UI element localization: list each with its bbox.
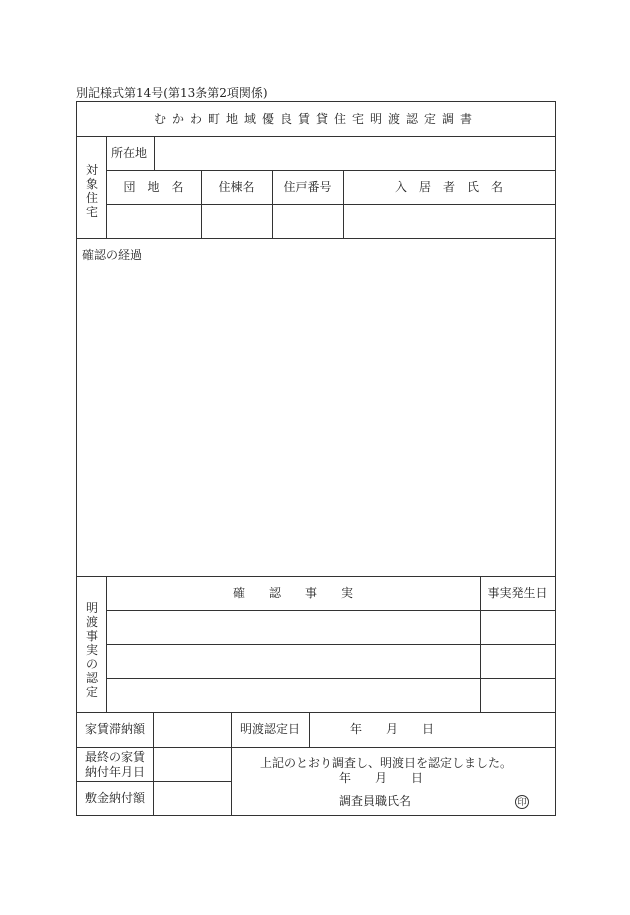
confirmation-process-label: 確認の経過 [82,248,143,262]
target-housing-label: 対象住宅 [85,163,98,219]
last-payment-label-line2: 納付年月日 [84,765,145,779]
recognition-date-field[interactable]: 年 月 日 [350,722,435,736]
recognition-section-divider [77,712,555,713]
complex-name-header: 団 地 名 [123,180,184,194]
housing-header-divider [106,204,555,205]
deposit-label: 敷金納付額 [84,791,145,805]
form-caption: 別記様式第14号(第13条第2項関係) [76,86,268,100]
recognition-date-label: 明渡認定日 [239,722,300,736]
rent-arrears-label: 家賃滞納額 [84,722,145,736]
process-section-divider [77,576,555,577]
certification-date[interactable]: 年 月 日 [339,771,424,785]
unit-number-header: 住戸番号 [283,180,332,194]
fact-header: 確 認 事 実 [232,586,353,600]
certification-statement: 上記のとおり調査し、明渡日を認定しました。 [260,756,513,770]
location-label-divider [154,136,155,170]
location-divider [106,170,555,171]
last-payment-row-divider [77,781,231,782]
bottom-label-divider [153,712,154,815]
title-divider [77,136,555,137]
building-name-header: 住棟名 [218,180,255,194]
recognition-date-label-divider [309,712,310,747]
arrears-row-divider [77,747,555,748]
location-label: 所在地 [111,146,148,160]
seal-icon: 印 [515,795,529,809]
fact-row-divider-1 [106,644,555,645]
fact-header-divider [106,610,555,611]
fact-row-divider-2 [106,678,555,679]
vacancy-recognition-label: 明渡事実の認定 [85,601,98,699]
last-payment-label-line1: 最終の家賃 [84,750,145,764]
occurrence-date-header: 事実発生日 [487,586,548,600]
investigator-name-label: 調査員職氏名 [339,794,412,808]
form-title: むかわ町地域優良賃貸住宅明渡認定調書 [153,112,478,126]
resident-name-header: 入 居 者 氏 名 [394,180,503,194]
vacancy-recognition-form [76,101,556,816]
housing-section-divider [77,238,555,239]
